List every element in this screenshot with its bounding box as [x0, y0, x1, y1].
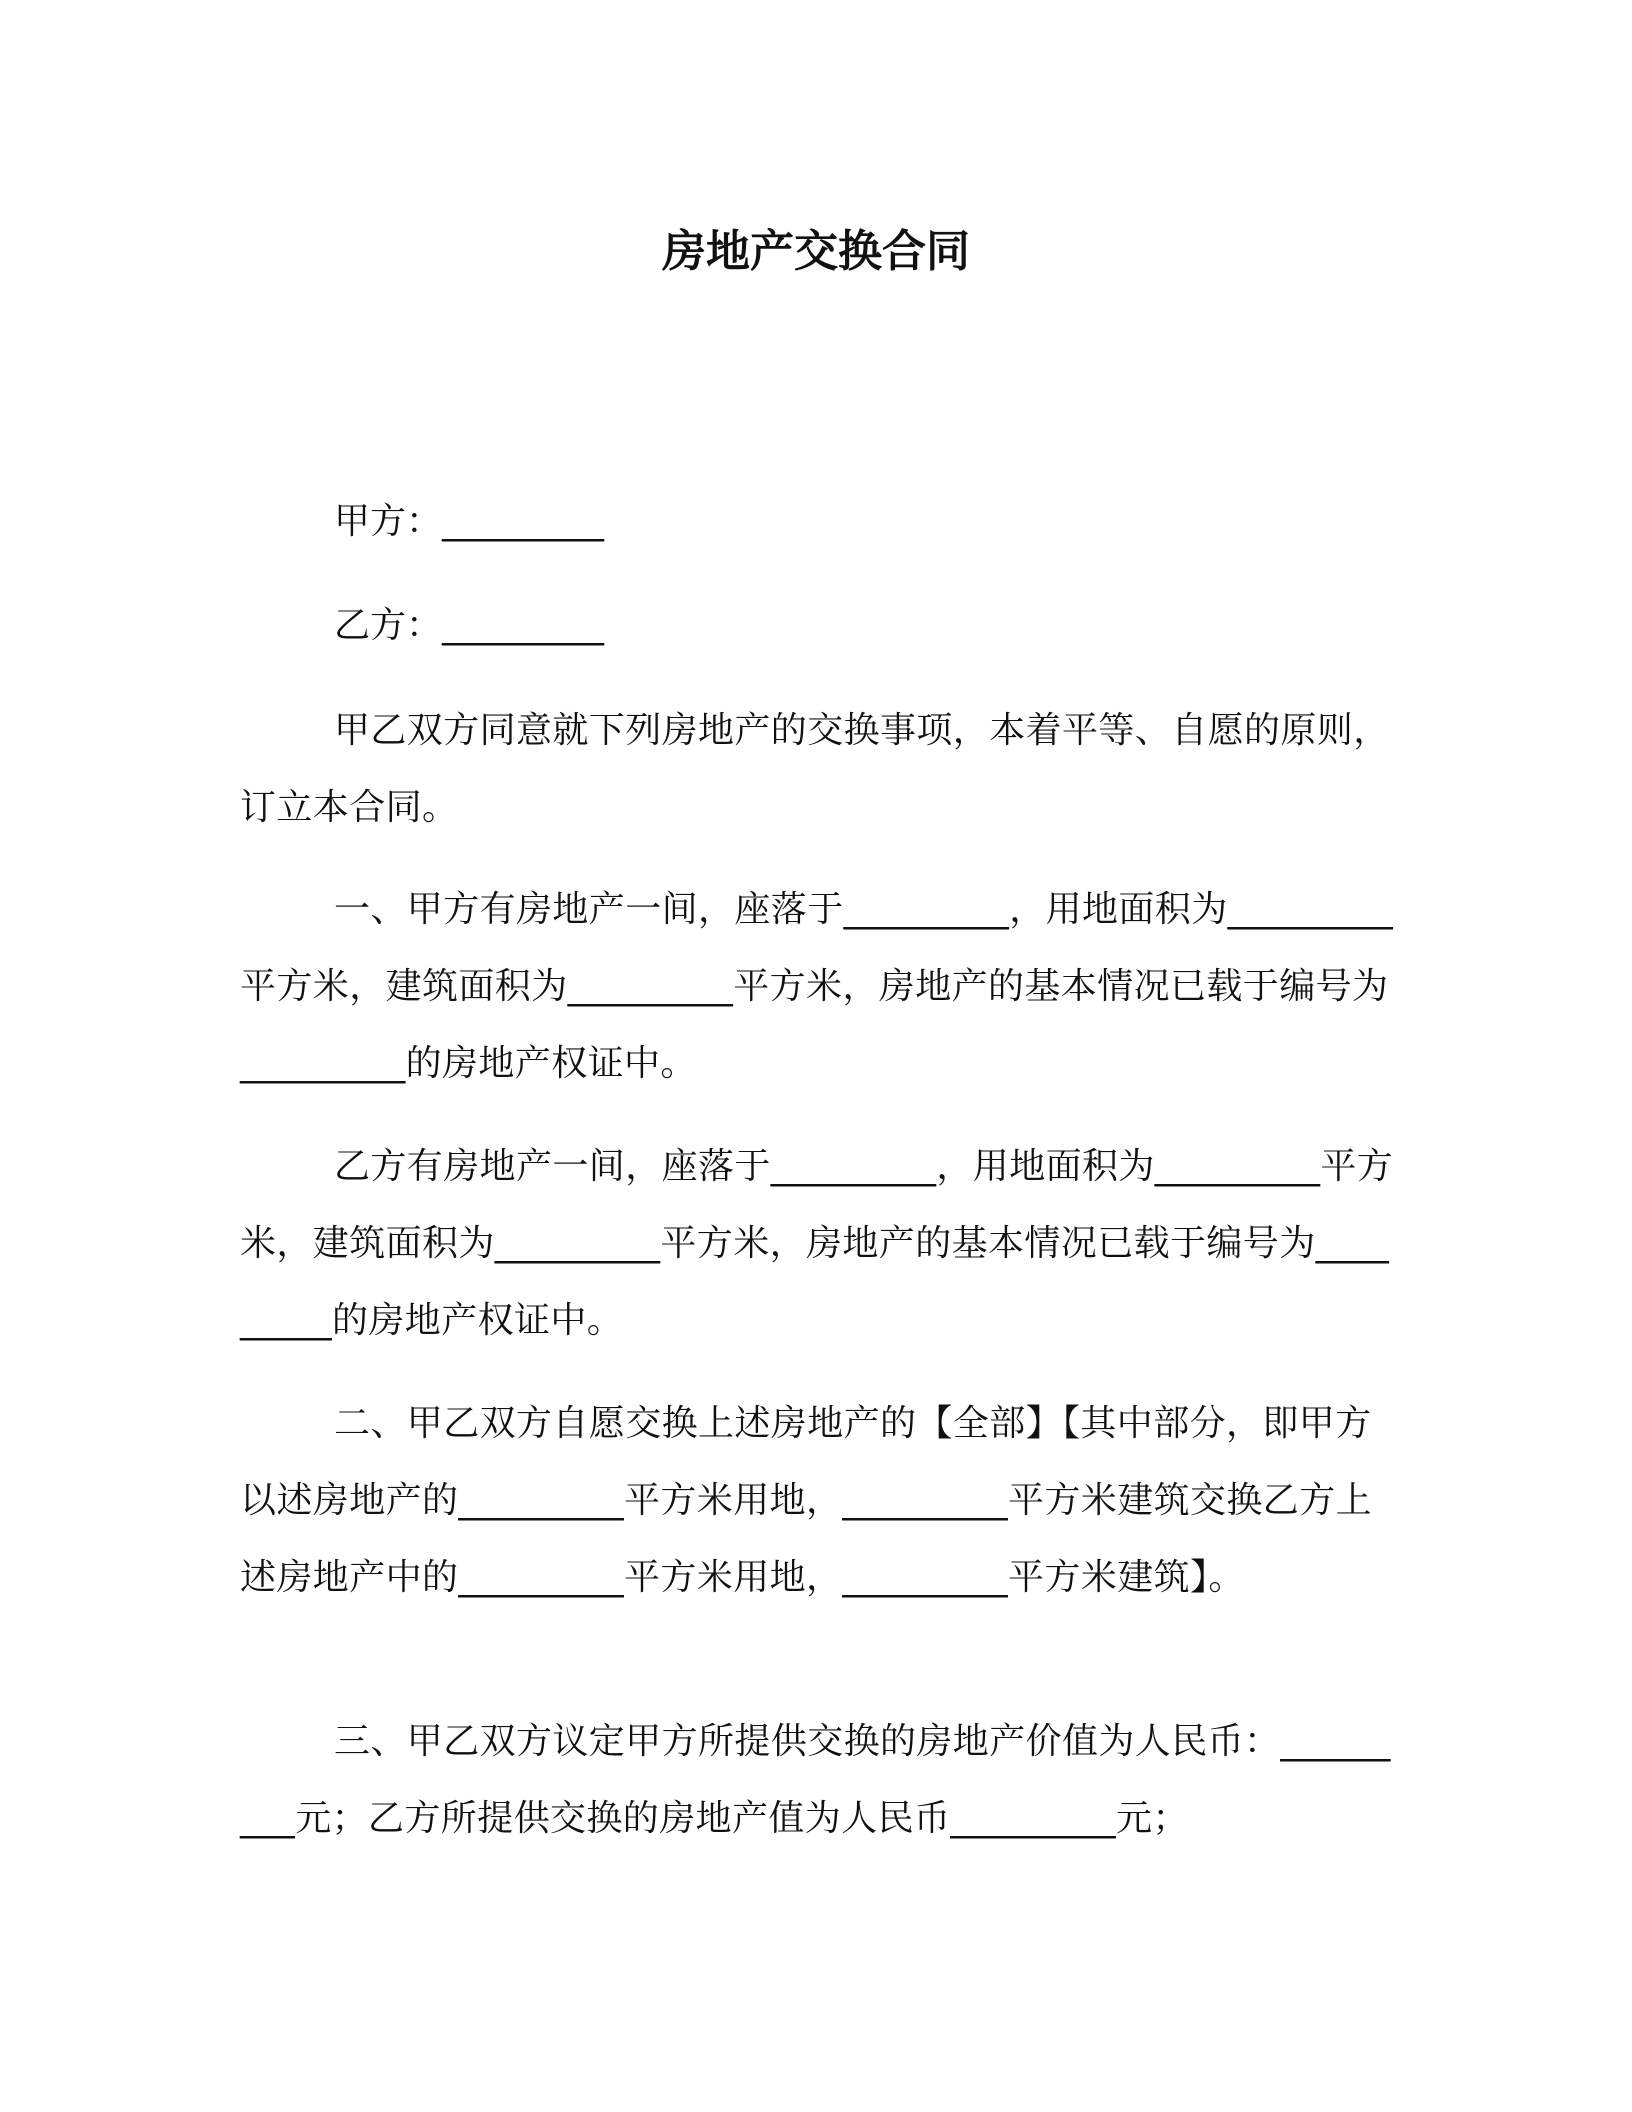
document-title: 房地产交换合同 [662, 226, 970, 277]
party-a-line: 甲方：_________ [334, 501, 605, 542]
clause-1-party-b-paragraph: 乙方有房地产一间，座落于_________，用地面积为_________平方米，建筑面积为_________平方米，房地产的基本情况已载于编号为_________的房地产权证中。 [240, 1146, 1394, 1341]
intro-paragraph: 甲乙双方同意就下列房地产的交换事项，本着平等、自愿的原则，订立本合同。 [240, 710, 1390, 828]
party-b-line: 乙方：_________ [334, 605, 605, 646]
clause-1-party-a-paragraph: 一、甲方有房地产一间，座落于_________，用地面积为_________平方米，建筑面积为_________平方米，房地产的基本情况已载于编号为_________的房地产权证中。 [240, 889, 1394, 1084]
clause-3-paragraph: 三、甲乙双方议定甲方所提供交换的房地产价值为人民币：_________元；乙方所提供交换的房地产值为人民币_________元； [240, 1721, 1391, 1839]
clause-2-paragraph: 二、甲乙双方自愿交换上述房地产的【全部】【其中部分，即甲方以述房地产的_________平方米用地，_________平方米建筑交换乙方上述房地产中的_________平方米用地，_________平方米建筑】。 [240, 1403, 1373, 1598]
